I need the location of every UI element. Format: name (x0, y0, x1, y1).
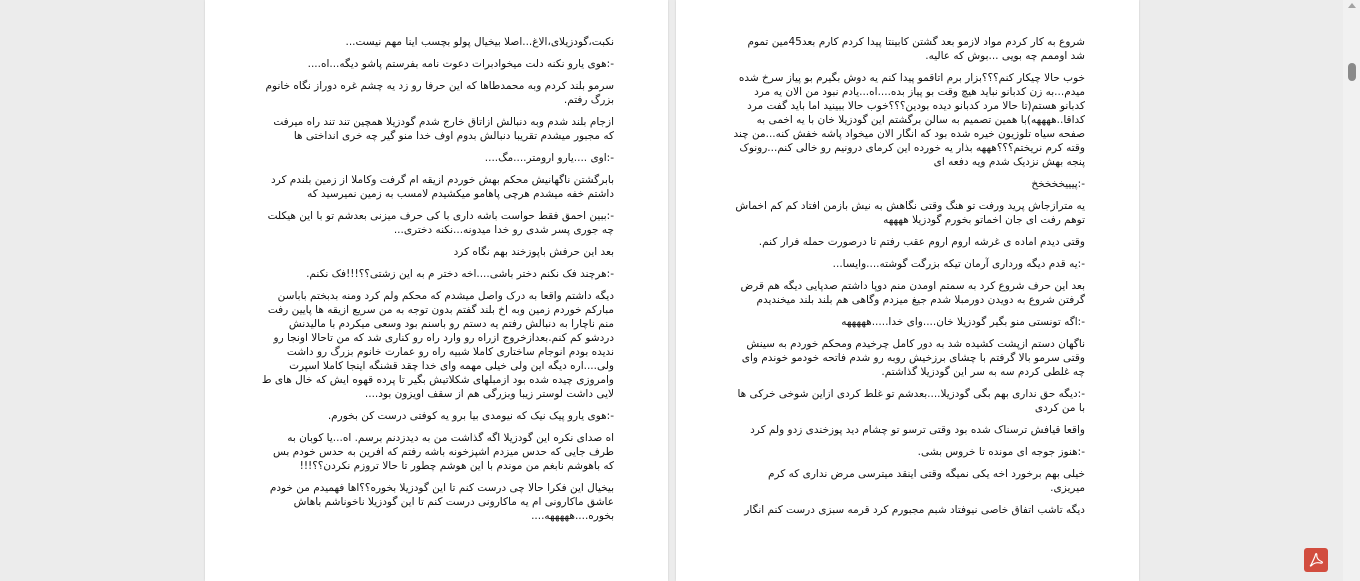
pdf-page-right (676, 0, 1139, 581)
scroll-up-arrow-icon[interactable] (1348, 3, 1356, 8)
paragraph: -:اگه تونستی منو بگیر گودزیلا خان....وای خدا.....هههههه (841, 316, 1085, 328)
paragraph: -:یه قدم دیگه ورداری آرمان تیکه بزرگت گوشته....وایسا... (832, 258, 1085, 270)
paragraph: خوب حالا چیکار کنم؟؟؟بزار برم اتاقمو پیدا کنم یه دوش بگیرم بو پیاز سرخ شده میدم...به زن کدبانو نباید هیچ وقت بو پیاز بده....اه...یادم نبود من الان یه مرد کدبانو هستم(تا حالا مرد کدبانو دیده بودین؟؟؟خوب حالا ببینید اما باید گفت مرد کداقا..ههههه)با همین تصمیم به سالن برگشتم این گودزیلا خان با یه اخمی به صفحه سیاه تلوزیون خیره شده بود که انگار الان میخواد پاشه خفش کنه...من چند وقته کرم نریختم؟؟؟هههه بذار یه خورده این کرمای درونیم رو خالی کنم...رونوک پنجه بهش نزدیک شدم ویه دفعه ای (733, 72, 1085, 168)
paragraph: وقتی دیدم اماده ی غرشه اروم اروم عقب رفتم تا درصورت حمله فرار کنم. (758, 236, 1085, 248)
paragraph: سرمو بلند کردم وبه محمدطاها که این حرفا رو زد یه چشم غره دوراز نگاه خانوم بزرگ رفتم. (265, 80, 614, 106)
paragraph: واقعا قیافش ترسناک شده بود وقتی ترسو تو چشام دید پوزخندی زدو ولم کرد (750, 424, 1085, 436)
paragraph: اه صدای نکره این گودزیلا اگه گذاشت من به دیدزدنم برسم. اه...یا کوبان به طرف جایی که حدس میزدم اشپزخونه باشه رفتم که افرین به حدس خودم بس که باهوشم نابغم من موندم با این هوشم چطور تا حالا تروزم نکردن؟؟!!! (273, 432, 614, 472)
paragraph: شروع به کار کردم مواد لازمو بعد گشتن کابینتا پیدا کردم کارم بعد45مین تموم شد اوممم چه بویی ...بوش که عالیه. (747, 36, 1085, 62)
vertical-scrollbar[interactable] (1343, 0, 1360, 581)
paragraph: بیخیال این فکرا حالا چی درست کنم تا این گودزیلا بخوره؟؟اها فهمیدم من خودم عاشق ماکارونی ام یه ماکارونی درست کنم تا این گودزیلا ناخوناشم باهاش بخوره....هههههه.... (269, 482, 614, 522)
paragraph: -:دیگه حق نداری بهم بگی گودزیلا....بعدشم تو غلط کردی ازاین شوخی خرکی ها با من کردی (737, 388, 1085, 414)
paragraph: -:هرچند فک نکنم دختر باشی....اخه دختر م به این زشتی؟؟!!!فک نکنم. (306, 268, 614, 280)
paragraph: دیگه داشتم واقعا به درک واصل میشدم که محکم ولم کرد ومنه بدبختم باباسن مبارکم خوردم زمین وبه اخ بلند گفتم بدون توجه به من سریع ازیقه ها پایین رفت منم ناچارا به دنبالش رفتم یه دستم رو باسنم بود وسعی میکردم با مالیدنش دردشو کم کنم.بعدازخروج ازراه رو وارد راه رو کناری شد که من تاحالا اونجا رو ندیده بودم انوجام ساختاری کاملا شبیه راه رو عمارت خانوم بزرگ رو داشت ولی....اره دیگه این ولی خیلی مهمه وای خدا چقد قشنگه اینجا کاملا اسپرت وامروزی چیده شده بود ازمبلهای شکلاتیش بگیر تا پرده قهوه ایش که خال های ط لایی داشت لوستر زیبا وبزرگی هم از سقف اویزون بود.... (261, 290, 614, 400)
paragraph: ناگهان دستم ازپشت کشیده شد به دور کامل چرخیدم ومحکم خوردم به سینش وقتی سرمو بالا گرفتم با چشای برزخیش روبه رو شدم فاتحه خودمو خوندم وای چه غلطی کردم سه به سر این گودزیلا گذاشتم. (741, 338, 1085, 378)
paragraph: بابرگشتن ناگهانیش محکم بهش خوردم ازیقه ام گرفت وکاملا از زمین بلندم کرد داشتم خفه میشدم هرچی پاهامو میکشیدم لامسب به زمین نمیرسید که (271, 174, 614, 200)
paragraph: -:هوی یارو پیک نیک که نیومدی بیا برو یه کوفتی درست کن بخورم. (327, 410, 614, 422)
scrollbar-thumb[interactable] (1348, 63, 1356, 81)
page-text-left (260, 35, 614, 531)
paragraph: -:هنوز جوجه ای مونده تا خروس بشی. (917, 446, 1085, 458)
pdf-page-left (205, 0, 668, 581)
paragraph: نکبت،گودزیلای،الاغ...اصلا بیخیال پولو بچسب اینا مهم نیست... (345, 36, 614, 48)
paragraph: -:اوی ....یارو ارومتر....مگ.... (484, 152, 614, 164)
paragraph: خیلی بهم برخورد اخه یکی نمیگه وقتی اینقد میترسی مرض نداری که کرم میریزی. (768, 468, 1085, 494)
paragraph: دیگه تاشب اتفاق خاصی نیوفتاد شبم مجبورم کرد قرمه سبزی درست کنم انگار (744, 504, 1085, 516)
page-text-right (731, 35, 1085, 525)
paragraph: -:ببین احمق فقط حواست باشه داری با کی حرف میزنی بعدشم تو با این هیکلت چه جوری پسر شدی رو خدا میدونه...نکنه دختری... (267, 210, 614, 236)
pdf-acrobat-icon (1308, 552, 1324, 568)
paragraph: بعد این حرفش باپوزخند بهم نگاه کرد (453, 246, 614, 258)
paragraph: ازجام بلند شدم وبه دنبالش ازاتاق خارج شدم گودزیلا همچین تند تند راه میرفت که مجبور میشدم تقریبا دنبالش بدوم اوف خدا منو گیر چه خری انداختی ها (273, 116, 614, 142)
paragraph: -:پیییخخخخخ (1031, 178, 1085, 190)
paragraph: یه مترازجاش پرید ورفت تو هنگ وقتی نگاهش به نیش بازمن افتاد کم کم اخماش توهم رفت ای جان اخماتو بخورم گودزیلا ههههه (735, 200, 1085, 226)
pdf-tools-button[interactable] (1304, 548, 1328, 572)
paragraph: -:هوی یارو نکنه دلت میخوادبرات دعوت نامه بفرستم پاشو دیگه...اه.... (307, 58, 614, 70)
paragraph: بعد این حرف شروع کرد به سمتم اومدن منم دوپا داشتم صدپایی دیگه هم قرض گرفتن شروع به دویدن دورمبلا شدم جیغ میزدم وگاهی هم بلند بلند میخندیدم (740, 280, 1085, 306)
